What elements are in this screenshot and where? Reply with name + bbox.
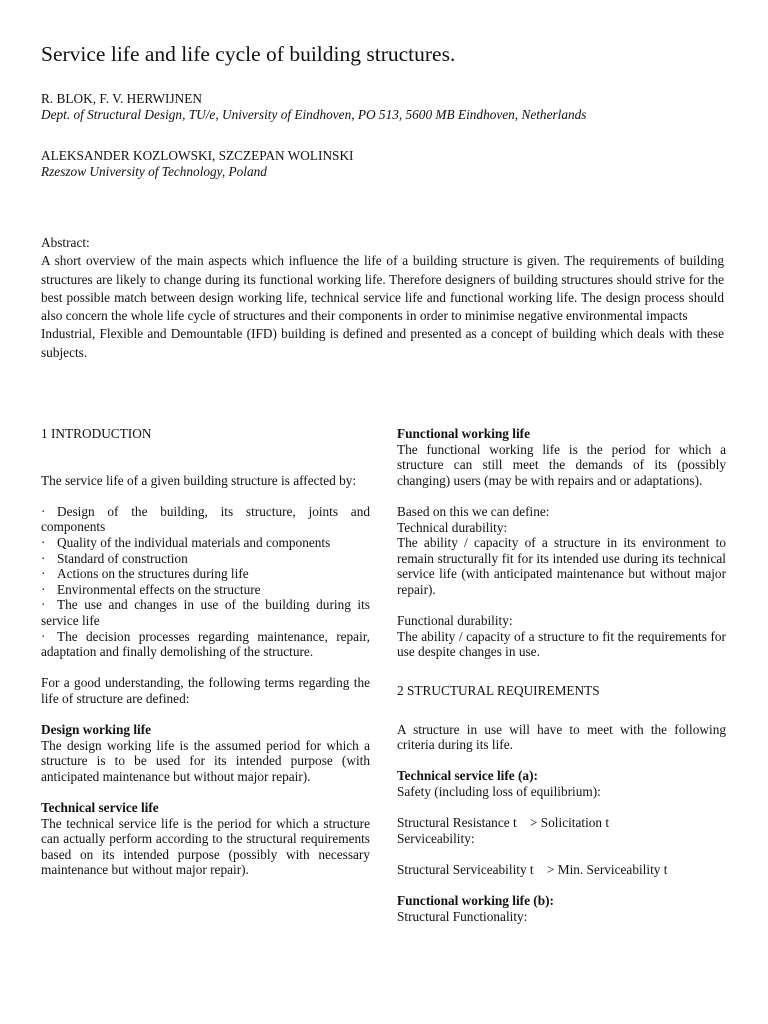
author-group-1	[41, 91, 586, 123]
list-item-text: The decision processes regarding maintenance, repair, adaptation and finally demolishing of the structure.	[41, 628, 370, 660]
bullet-glyph: ·	[41, 628, 46, 644]
term-heading: Technical service life	[41, 800, 159, 816]
list-item-text: Quality of the individual materials and components	[57, 534, 331, 550]
section-heading: 2 STRUCTURAL REQUIREMENTS	[397, 682, 600, 698]
paragraph: Safety (including loss of equilibrium):	[397, 783, 601, 799]
paragraph: The functional working life is the period for which a structure can still meet the demands of its (possibly changing) users (may be with repairs and or adaptations).	[397, 441, 726, 488]
bullet-glyph: ·	[41, 566, 46, 582]
right-column	[397, 426, 726, 924]
list-item	[41, 582, 370, 598]
paragraph: Structural Functionality:	[397, 908, 528, 924]
list-item-text: Design of the building, its structure, joints and components	[41, 503, 370, 535]
author-names: ALEKSANDER KOZLOWSKI, SZCZEPAN WOLINSKI	[41, 148, 354, 163]
author-group-2	[41, 148, 353, 180]
abstract-paragraph: Industrial, Flexible and Demountable (IFD) building is defined and presented as a concept of building which deals with these subjects.	[41, 326, 724, 360]
bullet-glyph: ·	[41, 581, 46, 597]
bullet-list	[41, 504, 370, 660]
list-item	[41, 535, 370, 551]
list-item	[41, 504, 370, 535]
list-item	[41, 551, 370, 567]
list-item-text: The use and changes in use of the building during its service life	[41, 597, 370, 628]
term-heading: Functional working life	[397, 426, 530, 441]
term-heading: Technical service life (a):	[397, 768, 538, 784]
paragraph: The ability / capacity of a structure to fit the requirements for use despite changes in use.	[397, 628, 726, 660]
abstract-paragraph: A short overview of the main aspects which influence the life of a building structure is given. The requirements of building structures are likely to change during its functional working life. Therefore designers of building structures should strive for the best possible match between design working life, technical service life and functional working life. The design process should also concern the whole life cycle of structures and their components in order to minimise negative environmental impacts	[41, 253, 724, 324]
paper-title: Service life and life cycle of building structures.	[41, 42, 456, 66]
list-item-text: Environmental effects on the structure	[57, 581, 261, 597]
list-item-text: Actions on the structures during life	[57, 566, 249, 582]
bullet-glyph: ·	[41, 550, 46, 566]
abstract	[41, 234, 724, 362]
paragraph: For a good understanding, the following terms regarding the life of structure are defined:	[41, 675, 370, 706]
term-heading: Design working life	[41, 722, 152, 738]
author-affiliation: Dept. of Structural Design, TU/e, University of Eindhoven, PO 513, 5600 MB Eindhoven, Netherlands	[41, 107, 587, 122]
paragraph: The ability / capacity of a structure in its environment to remain structurally fit for its intended use during its technical service life (with anticipated maintenance but without major repair).	[397, 535, 726, 597]
paragraph: The technical service life is the period for which a structure can actually perform according to the structural requirements based on its intended purpose (possibly with necessary maintenance but without major repair).	[41, 815, 370, 878]
equation: Structural Serviceability t > Min. Serviceability t	[397, 861, 668, 877]
list-item	[41, 629, 370, 660]
list-item-text: Standard of construction	[57, 550, 188, 566]
bullet-glyph: ·	[41, 503, 46, 519]
author-names: R. BLOK, F. V. HERWIJNEN	[41, 91, 202, 106]
paragraph: The design working life is the assumed period for which a structure is to be used for its intended purpose (with anticipated maintenance but without major repair).	[41, 737, 370, 784]
section-heading: 1 INTRODUCTION	[41, 426, 152, 441]
term-heading: Functional working life (b):	[397, 893, 554, 909]
left-column	[41, 426, 370, 878]
abstract-label: Abstract:	[41, 235, 90, 250]
author-affiliation: Rzeszow University of Technology, Poland	[41, 164, 267, 179]
paragraph: Serviceability:	[397, 830, 475, 846]
paragraph: A structure in use will have to meet with the following criteria during its life.	[397, 721, 726, 753]
definition-label: Functional durability:	[397, 613, 513, 629]
bullet-glyph: ·	[41, 534, 46, 550]
bullet-glyph: ·	[41, 597, 46, 613]
definition-label: Technical durability:	[397, 519, 508, 535]
list-item	[41, 597, 370, 628]
paragraph: Based on this we can define:	[397, 503, 550, 519]
list-item	[41, 566, 370, 582]
equation: Structural Resistance t > Solicitation t	[397, 815, 610, 831]
paragraph: The service life of a given building structure is affected by:	[41, 472, 357, 488]
